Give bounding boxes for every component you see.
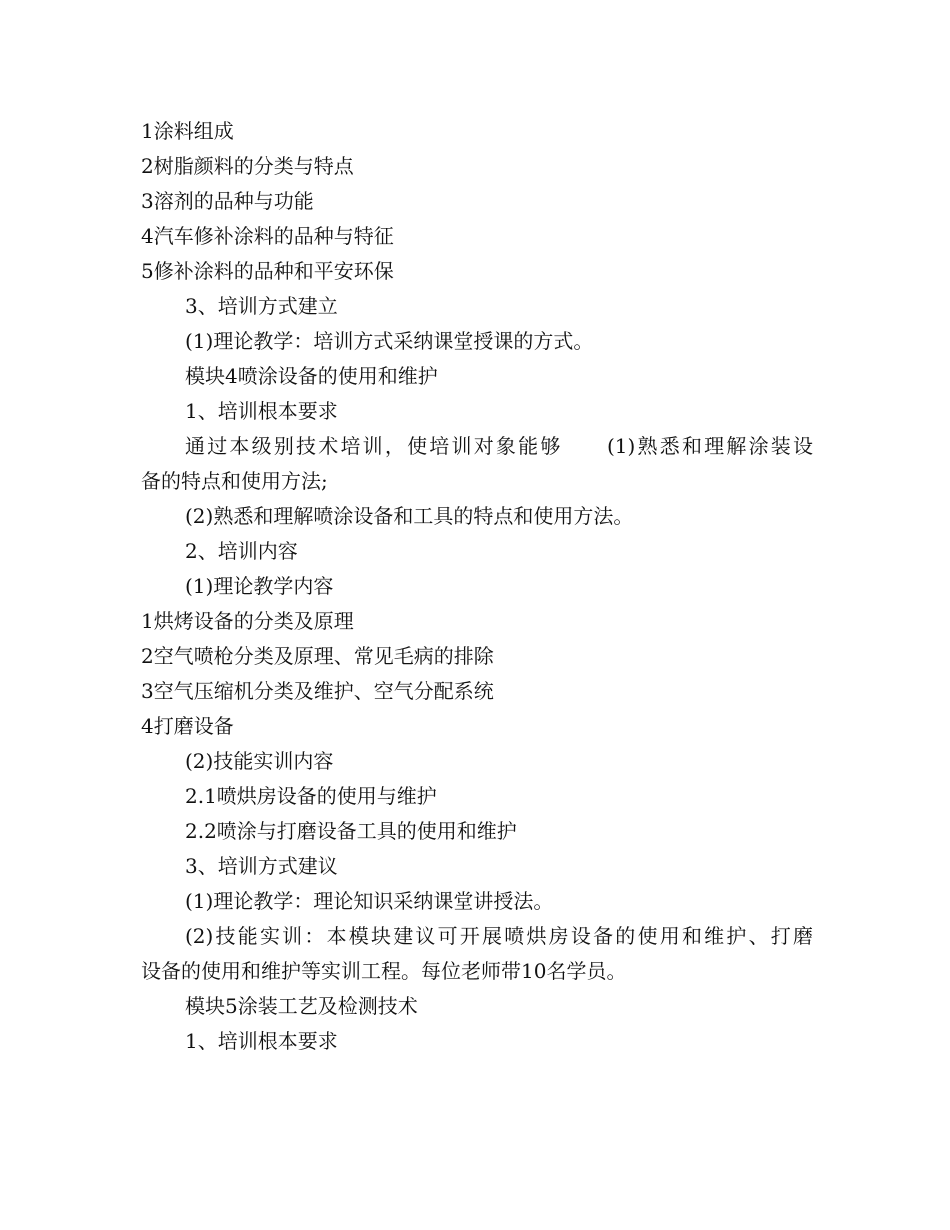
list-item-solvent: 3溶剂的品种与功能 [141,189,314,213]
section-heading-training-content: 2、培训内容 [185,539,298,563]
section-heading-training-method-suggestion: 3、培训方式建议 [185,854,338,878]
paragraph-skill-training-line-1: (2)技能实训：本模块建议可开展喷烘房设备的使用和维护、打磨 [185,924,813,948]
section-heading-basic-requirements: 1、培训根本要求 [185,399,338,423]
list-item-resin-pigment: 2树脂颜料的分类与特点 [141,154,354,178]
list-item-coating-composition: 1涂料组成 [141,119,234,143]
paragraph-skill-training-line-2: 设备的使用和维护等实训工程。每位老师带10名学员。 [141,959,627,983]
paragraph-theory-lecture: (1)理论教学：理论知识采纳课堂讲授法。 [185,889,554,913]
paragraph-training-goal-line-2: 备的特点和使用方法; [141,469,328,493]
paragraph-theory-teaching: (1)理论教学：培训方式采纳课堂授课的方式。 [185,329,594,353]
paragraph-training-goal-item-2: (2)熟悉和理解喷涂设备和工具的特点和使用方法。 [185,504,634,528]
list-item-auto-refinish: 4汽车修补涂料的品种与特征 [141,224,394,248]
list-item-refinish-safety: 5修补涂料的品种和平安环保 [141,259,394,283]
list-item-air-compressor: 3空气压缩机分类及维护、空气分配系统 [141,679,494,703]
list-item-sanding-equipment: 4打磨设备 [141,714,234,738]
list-item-baking-equipment: 1烘烤设备的分类及原理 [141,609,354,633]
section-heading-training-method: 3、培训方式建立 [185,294,338,318]
section-heading-basic-requirements-2: 1、培训根本要求 [185,1029,338,1053]
module-5-title: 模块5涂装工艺及检测技术 [185,994,418,1018]
document-body [141,114,813,1059]
subheading-skill-training: (2)技能实训内容 [185,749,334,773]
subheading-theory-content: (1)理论教学内容 [185,574,334,598]
list-item-spray-sanding-tools: 2.2喷涂与打磨设备工具的使用和维护 [185,819,517,843]
module-4-title: 模块4喷涂设备的使用和维护 [185,364,438,388]
paragraph-training-goal-line-1: 通过本级别技术培训，使培训对象能够 (1)熟悉和理解涂装设 [185,434,813,458]
list-item-spray-booth: 2.1喷烘房设备的使用与维护 [185,784,437,808]
list-item-spray-gun: 2空气喷枪分类及原理、常见毛病的排除 [141,644,494,668]
